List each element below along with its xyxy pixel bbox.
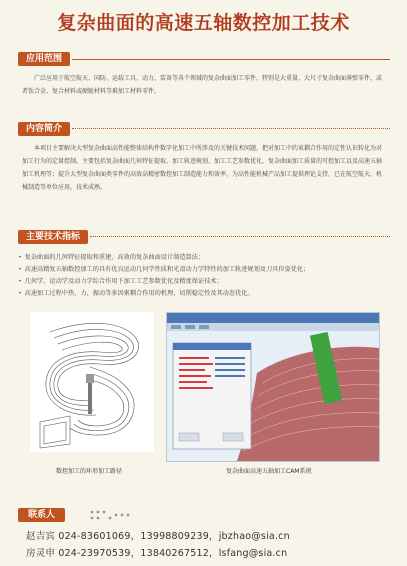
section-intro [18, 122, 390, 194]
section-intro-heading: 内容简介 [18, 122, 70, 136]
section-contact-heading: 联系人 [18, 508, 65, 522]
section-application-text: 广泛应用于航空航天、国防、运载工具、动力、装备等各个领域的复杂曲面加工零件，特别是大重量、大尺寸复杂曲面薄壁零件，或者钛合金、复合材料或硬脆材料等难加工材料零件。 [22, 75, 383, 95]
toolpath-drawing-icon [30, 312, 154, 452]
section-indicators [18, 230, 390, 300]
section-indicators-heading: 主要技术指标 [18, 230, 88, 244]
cam-window-icon [167, 313, 379, 461]
page-title: 复杂曲面的高速五轴数控加工技术 [57, 12, 350, 34]
decorative-dots-icon [88, 509, 148, 523]
section-application-heading: 应用范围 [18, 52, 70, 66]
section-contact [18, 508, 390, 522]
left-figure-caption: 数控加工的环形加工路径 [56, 468, 123, 475]
divider [90, 236, 390, 238]
section-intro-text: 本项目主要解决大型复杂曲面高性能整体结构件数字化加工中所涉及的关键技术问题，把对加工中约束耦合作用的定性认识转化为对加工行为的定量控制。主要包括复杂曲面几何特征提取、加工轨迹规划、加工工艺参数优化、复杂曲面加工质量的可控加工以及高速五轴加工机理等；提升大型复杂曲面类零件的高效高精密数控加工制造能力和效率，为高性能机械产品加工提供理论支持，已在航空航天、机械制造等单位应用，技术成熟。 [22, 145, 383, 191]
indicator-list [18, 252, 390, 300]
list-item: • 几何学、运动学及动力学综合作用下加工工艺参数优化及精度保证技术； [18, 278, 223, 285]
divider [72, 128, 390, 130]
contact-line: 赵吉宾 024-83601069，13998809239，jbzhao@sia.cn [26, 531, 290, 542]
right-figure-caption: 复杂曲面高速五轴加工CAM系统 [226, 468, 312, 475]
divider [72, 59, 390, 60]
section-application [18, 52, 390, 98]
contact-line: 房灵申 024-23970539，13840267512，lsfang@sia.cn [26, 548, 288, 559]
cam-system-screenshot [166, 312, 380, 462]
toolpath-figure [30, 312, 154, 452]
list-item: • 复杂曲面的几何特征提取和重建，高效的复杂曲面设计制造算法； [18, 254, 205, 261]
list-item: • 高速加工过程中热、力、振动等多因素耦合作用的机理，切削稳定性及其动态优化。 [18, 290, 254, 297]
list-item: • 高速高精复五轴数控加工的具有优良运动几何学性质和光滑动力学特性的加工轨迹规划及刀具位姿优化； [18, 266, 310, 273]
